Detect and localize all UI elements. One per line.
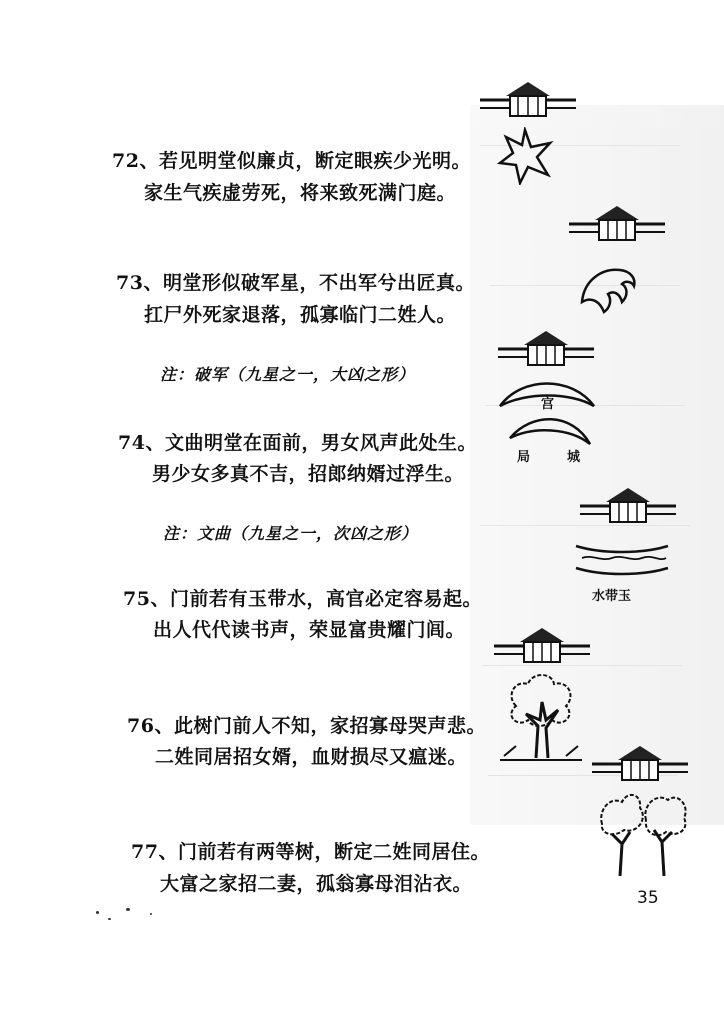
verse-72-line-2: 家生气疾虚劳死，将来致死满门庭。 (144, 182, 457, 204)
wenqu-label-3: 城 (567, 450, 581, 465)
verse-77-line-1: 77、门前若有两等树，断定二姓同居住。 (131, 841, 490, 863)
star-shape-icon (496, 127, 554, 185)
verse-72-line-1: 72、若见明堂似廉贞，断定眼疾少光明。 (112, 150, 471, 172)
house-icon (578, 484, 678, 528)
crescent-shape-icon (492, 372, 602, 462)
verse-73-line-1: 73、明堂形似破军星，不出军兮出匠真。 (116, 272, 475, 294)
yudai-caption: 水带玉 (592, 589, 632, 604)
verse-74-line-1: 74、文曲明堂在面前，男女风声此处生。 (118, 432, 477, 454)
note-73: 注：破军（九星之一，大凶之形） (160, 365, 416, 384)
house-icon (567, 202, 667, 246)
claw-shape-icon (576, 262, 642, 318)
verse-74-line-2: 男少女多真不吉，招郎纳婿过浮生。 (152, 463, 465, 485)
verse-77-line-2: 大富之家招二妻，孤翁寡母泪沾衣。 (160, 873, 473, 895)
tree-icon (496, 666, 586, 762)
scan-speck (108, 918, 111, 920)
verse-73-line-2: 扛尸外死家退落，孤寡临门二姓人。 (144, 304, 457, 326)
scan-speck (96, 911, 99, 914)
scan-speck (126, 908, 130, 911)
wenqu-label-1: 宫 (541, 397, 555, 412)
page-number: 35 (637, 888, 659, 908)
house-icon (496, 327, 596, 371)
two-trees-icon (598, 784, 690, 880)
house-icon (478, 78, 578, 122)
water-belt-icon (572, 540, 672, 580)
note-74: 注：文曲（九星之一，次凶之形） (163, 524, 419, 543)
verse-76-line-2: 二姓同居招女婿，血财损尽又瘟迷。 (155, 746, 468, 768)
verse-76-line-1: 76、此树门前人不知，家招寡母哭声悲。 (127, 715, 486, 737)
verse-75-line-1: 75、门前若有玉带水，高官必定容易起。 (123, 588, 482, 610)
wenqu-label-2: 局 (517, 450, 531, 465)
house-icon (492, 624, 592, 668)
scan-speck (150, 913, 152, 915)
verse-75-line-2: 出人代代读书声，荣显富贵耀门闾。 (153, 619, 466, 641)
house-icon (590, 742, 690, 786)
